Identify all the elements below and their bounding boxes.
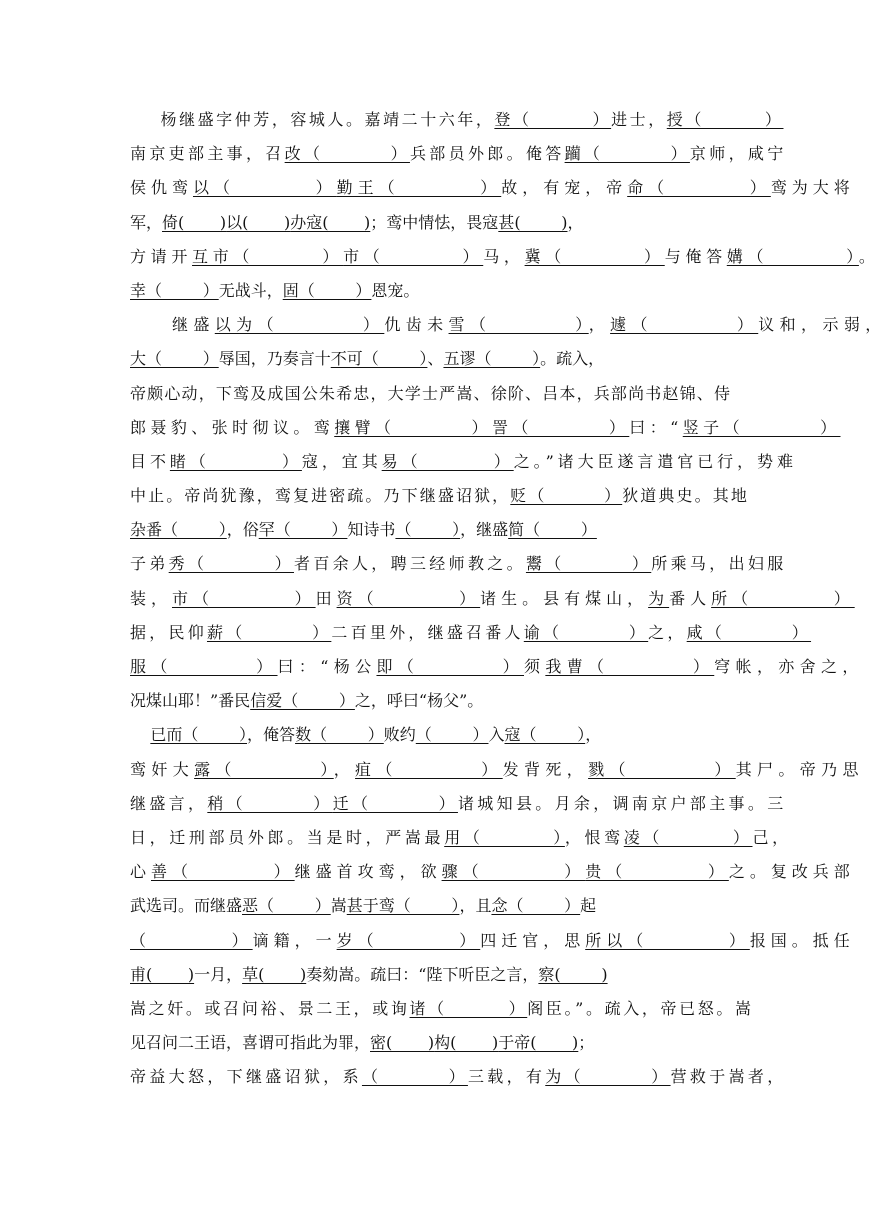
fill-in-blank: 易（ ）: [381, 451, 514, 471]
fill-in-blank: 以为（ ）: [214, 315, 385, 335]
text-line: [130, 1060, 787, 1094]
fill-in-blank: 以（ ）: [192, 178, 337, 198]
text-segment: ，恨鸾: [564, 827, 624, 847]
text-line: [130, 582, 855, 616]
fill-in-blank: 躏（ ）: [564, 144, 690, 164]
fill-in-blank: 登（ ）: [494, 110, 612, 129]
text-segment: 其尸。帝乃思: [735, 759, 864, 779]
text-line: [130, 924, 855, 958]
fill-in-blank: 幸（ ）: [130, 280, 219, 300]
text-segment: 。疏入，: [540, 349, 605, 369]
text-line: [130, 445, 797, 479]
fill-in-blank: 杂番（ ）: [130, 520, 227, 540]
text-line: [130, 718, 730, 752]
text-line: [130, 274, 730, 308]
text-line: [130, 206, 730, 240]
text-segment: ，: [585, 725, 602, 745]
text-segment: 进士，: [611, 110, 667, 129]
text-segment: 军，: [130, 212, 163, 232]
fill-in-blank: 已而（ ）: [150, 725, 248, 745]
text-segment: ，且: [459, 896, 492, 916]
text-line: [130, 650, 864, 684]
fill-in-blank: 念（ ）: [491, 896, 581, 916]
text-segment: 方请开: [130, 246, 193, 266]
text-segment: 鸾奸大: [130, 759, 195, 779]
text-segment: 帝颇心动，下鸾及成国公朱希忠，大学士严嵩、徐阶、吕本，兵部尚书赵锦、侍: [130, 383, 732, 403]
text-segment: 装，: [130, 588, 172, 608]
fill-in-blank: 固（ ）: [282, 280, 372, 300]
text-segment: 议和，示弱，: [758, 315, 887, 335]
text-segment: 帝益大怒，下继盛诏狱，系: [130, 1067, 362, 1087]
fill-in-blank: 攘臂（ ）: [334, 417, 492, 437]
fill-in-blank: 五谬（ ）: [443, 349, 541, 369]
text-line: [130, 547, 787, 581]
text-segment: 与俺答: [664, 246, 727, 266]
text-segment: 嵩: [330, 896, 347, 916]
fill-in-blank: 数（ ）: [295, 725, 384, 745]
text-segment: 曰：“杨公: [277, 657, 377, 676]
fill-in-blank: 薪（ ）: [206, 622, 332, 642]
fill-in-blank: 资（ ）: [336, 588, 481, 608]
fill-in-blank: 贬（ ）: [510, 486, 623, 506]
text-segment: 侯仇鸾: [130, 178, 193, 198]
text-line: [130, 958, 730, 992]
text-segment: 武选司。而继盛: [130, 896, 243, 916]
text-line: [130, 684, 730, 718]
text-segment: 无战斗，: [218, 280, 283, 300]
text-segment: ；鸾中情怯，畏寇: [370, 212, 499, 232]
text-segment: 发背死，: [502, 759, 589, 779]
text-segment: 番人: [669, 588, 712, 608]
text-segment: 奏劾嵩。疏曰：“陛下听臣之言，: [306, 964, 539, 984]
fill-in-blank: 为（ ）: [545, 1067, 671, 1087]
text-segment: ，: [567, 212, 584, 232]
fill-in-blank: 所以（ ）: [585, 930, 750, 950]
fill-in-blank: 疽（ ）: [355, 759, 503, 779]
fill-in-blank: 倚( ): [162, 212, 227, 232]
text-segment: 马，: [483, 246, 525, 266]
fill-in-blank: 草( ): [242, 964, 307, 984]
text-segment: 须: [524, 657, 546, 676]
fill-in-blank: 授（ ）: [666, 110, 784, 129]
text-segment: 之。”诸大臣遂言遣官已行，势难: [513, 451, 797, 471]
text-line: [130, 1026, 730, 1060]
text-segment: 营救于嵩者，: [670, 1067, 787, 1087]
fill-in-blank: 甚于鸾（ ）: [346, 896, 460, 916]
text-line: [130, 787, 787, 821]
fill-in-blank: （ ）: [361, 1067, 468, 1087]
fill-in-blank: 善（ ）: [151, 862, 295, 882]
fill-in-blank: 构( ): [434, 1033, 499, 1053]
fill-in-blank: 露（ ）: [194, 759, 334, 779]
text-segment: 穹帐，亦舍之，: [714, 657, 864, 676]
text-line: [130, 342, 730, 376]
text-segment: 之，呼曰“杨父”。: [354, 691, 484, 711]
text-segment: 之。复改兵部: [728, 862, 855, 882]
text-line: [130, 992, 754, 1026]
text-segment: 所乘马，出妇服: [651, 554, 787, 574]
fill-in-blank: 戮（ ）: [588, 759, 736, 779]
fill-in-blank: 服（ ）: [130, 657, 278, 676]
fill-in-blank: 岁（ ）: [336, 930, 481, 950]
text-segment: 故，有宠，帝: [501, 178, 628, 198]
fill-in-blank: 以( ): [226, 212, 291, 232]
text-segment: ，俺答: [247, 725, 296, 745]
fill-in-blank: 为: [648, 588, 670, 608]
text-segment: ；: [578, 1033, 595, 1053]
text-segment: 况煤山耶！”番民: [130, 691, 251, 711]
fill-in-blank: 于帝( ): [498, 1033, 579, 1053]
fill-in-blank: 命（ ）: [627, 178, 771, 198]
text-segment: 田: [315, 588, 337, 608]
fill-in-blank: 詈（ ）: [491, 417, 630, 437]
text-segment: 者百余人，聘三经师教之。: [293, 554, 526, 574]
text-segment: 三载，有: [467, 1067, 546, 1087]
fill-in-blank: 遽（ ）: [610, 315, 759, 335]
text-segment: [130, 725, 150, 744]
text-line: [130, 377, 730, 411]
fill-in-blank: 勤王（ ）: [336, 178, 502, 198]
text-segment: 继盛: [130, 315, 215, 335]
fill-in-blank: 雪（ ）: [448, 315, 589, 335]
fill-in-blank: 甫( ): [130, 964, 195, 984]
text-segment: ，继盛: [460, 520, 509, 540]
text-segment: 据，民仰: [130, 622, 207, 642]
fill-in-blank: 简（ ）: [508, 520, 597, 540]
fill-in-blank: 互市（ ）: [192, 246, 344, 266]
fill-in-blank: 即（ ）: [376, 657, 524, 676]
text-segment: 嵩之奸。或召问裕、景二王，或询: [130, 998, 410, 1018]
text-segment: 杨继盛字仲芳，容城人。嘉靖二十六年，: [130, 110, 495, 129]
text-segment: 一月，: [194, 964, 243, 984]
text-segment: 郎聂豹、张时彻议。鸾: [130, 417, 335, 437]
text-segment: 辱国，乃奏言十: [218, 349, 331, 369]
text-line: [130, 616, 812, 650]
fill-in-blank: 稍（ ）: [207, 793, 333, 813]
fill-in-blank: 用（ ）: [444, 827, 565, 847]
text-line: [130, 821, 792, 855]
text-segment: 起: [580, 896, 597, 916]
text-segment: 阁臣。”。疏入，帝已怒。嵩: [527, 998, 754, 1018]
text-segment: 诸城知县。月余，调南京户部主事。三: [457, 793, 787, 813]
text-segment: 诸生。县有煤山，: [480, 588, 649, 608]
fill-in-blank: 改（ ）: [284, 144, 410, 164]
fill-in-blank: 市（ ）: [343, 246, 484, 266]
text-line: [130, 479, 749, 513]
fill-in-blank: 罕（ ）: [258, 520, 348, 540]
text-line: [130, 103, 784, 137]
text-segment: 四迁官，思: [480, 930, 586, 950]
text-segment: 知诗书: [347, 520, 396, 540]
text-segment: 、: [427, 349, 444, 369]
text-line: [130, 889, 730, 923]
text-segment: 仇齿未: [384, 315, 449, 335]
text-segment: 寇，宜其: [301, 451, 382, 471]
fill-in-blank: 竖子（ ）: [682, 417, 841, 437]
fill-in-blank: 谕（ ）: [523, 622, 649, 642]
text-segment: 兵部员外郎。俺答: [409, 144, 565, 164]
fill-in-blank: 鬻（ ）: [525, 554, 652, 574]
fill-in-blank: 媾（ ）: [726, 246, 859, 266]
text-segment: ，: [333, 759, 356, 779]
fill-in-blank: 不可（ ）: [330, 349, 428, 369]
text-segment: 谪籍，一: [252, 930, 337, 950]
text-segment: 之，: [648, 622, 687, 642]
text-segment: 。: [858, 246, 880, 266]
fill-in-blank: （ ）: [415, 725, 489, 745]
text-line: [130, 753, 864, 787]
text-segment: 继盛言，: [130, 793, 208, 813]
fill-in-blank: 密( ): [370, 1033, 435, 1053]
text-segment: 日，迁刑部员外郎。当是时，严嵩最: [130, 827, 445, 847]
fill-in-blank: 凌（ ）: [623, 827, 753, 847]
fill-in-blank: 迁（ ）: [332, 793, 458, 813]
text-segment: ，俗: [226, 520, 259, 540]
fill-in-blank: 贵（ ）: [585, 862, 729, 882]
fill-in-blank: 大（ ）: [130, 349, 219, 369]
fill-in-blank: 冀（ ）: [524, 246, 665, 266]
text-segment: 目不: [130, 451, 170, 471]
text-segment: 二百里外，继盛召番人: [331, 622, 524, 642]
text-segment: 恩宠。: [371, 280, 420, 300]
fill-in-blank: 寇（ ）: [504, 725, 586, 745]
text-segment: 曰：“: [629, 417, 683, 437]
text-line: [130, 137, 787, 171]
fill-in-blank: （ ）: [130, 930, 253, 950]
fill-in-blank: 秀（ ）: [168, 554, 294, 574]
text-line: [130, 240, 880, 274]
text-segment: ，: [588, 315, 611, 335]
fill-in-blank: 骤（ ）: [441, 862, 586, 882]
fill-in-blank: 我曹（ ）: [545, 657, 715, 676]
text-segment: 南京吏部主事，召: [130, 144, 285, 164]
text-segment: 己，: [752, 827, 792, 847]
fill-in-blank: 办寇( ): [290, 212, 371, 232]
fill-in-blank: 恶（ ）: [242, 896, 331, 916]
text-segment: 继盛首攻鸾，欲: [294, 862, 442, 882]
text-segment: 中止。帝尚犹豫，鸾复进密疏。乃下继盛诏狱，: [130, 486, 511, 506]
text-segment: 心: [130, 862, 151, 882]
text-segment: 京师，咸宁: [689, 144, 787, 164]
text-segment: 败约: [383, 725, 416, 745]
text-segment: 报国。抵任: [749, 930, 855, 950]
text-segment: 子弟: [130, 554, 169, 574]
fill-in-blank: 信爱（ ）: [250, 691, 355, 711]
text-line: [130, 855, 855, 889]
text-segment: 入: [488, 725, 505, 745]
text-segment: 见召问二王语，喜谓可指此为罪，: [130, 1033, 371, 1053]
document-page: [130, 103, 887, 1094]
text-line: [130, 411, 841, 445]
text-line: [130, 308, 887, 342]
text-segment: 鸾为大将: [770, 178, 855, 198]
text-line: [130, 513, 730, 547]
fill-in-blank: 诸（ ）: [409, 998, 528, 1018]
fill-in-blank: 察( ): [538, 964, 608, 984]
text-line: [130, 171, 855, 205]
fill-in-blank: 所（ ）: [711, 588, 855, 608]
fill-in-blank: 甚( ): [498, 212, 568, 232]
fill-in-blank: 咸（ ）: [686, 622, 812, 642]
fill-in-blank: 睹（ ）: [169, 451, 302, 471]
fill-in-blank: （ ）: [395, 520, 461, 540]
fill-in-blank: 市（ ）: [171, 588, 316, 608]
text-segment: 狄道典史。其地: [622, 486, 749, 506]
